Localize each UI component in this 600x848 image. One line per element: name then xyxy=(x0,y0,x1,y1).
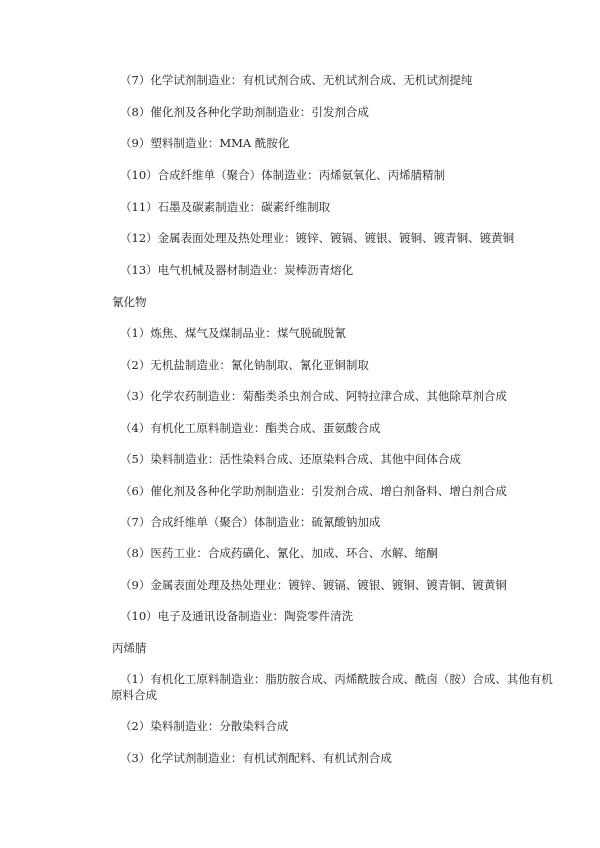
list-item: （11）石墨及碳素制造业：碳素纤维制取 xyxy=(120,200,331,214)
list-item: （3）化学农药制造业：菊酯类杀虫剂合成、阿特拉津合成、其他除草剂合成 xyxy=(120,389,507,403)
list-item: （6）催化剂及各种化学助剂制造业：引发剂合成、增白剂备料、增白剂合成 xyxy=(120,484,507,498)
list-item: （8）催化剂及各种化学助剂制造业：引发剂合成 xyxy=(120,105,369,119)
list-item: （1）炼焦、煤气及煤制品业：煤气脱硫脱氰 xyxy=(120,326,346,340)
list-item: （1）有机化工原料制造业：脂肪胺合成、丙烯酰胺合成、酰卤（胺）合成、其他有机 xyxy=(120,672,553,686)
list-item: （13）电气机械及器材制造业：炭棒沥青熔化 xyxy=(120,263,354,277)
list-item: （8）医药工业：合成药磺化、氰化、加成、环合、水解、缩酮 xyxy=(120,546,438,560)
list-item: （2）染料制造业：分散染料合成 xyxy=(120,719,289,733)
section-heading: 氰化物 xyxy=(112,295,147,309)
section-heading: 丙烯腈 xyxy=(112,641,147,655)
list-item: （7）化学试剂制造业：有机试剂合成、无机试剂合成、无机试剂提纯 xyxy=(120,73,473,87)
list-item: （10）合成纤维单（聚合）体制造业：丙烯氨氧化、丙烯腈精制 xyxy=(120,168,446,182)
list-item: （4）有机化工原料制造业：酯类合成、蛋氨酸合成 xyxy=(120,421,381,435)
list-item: （7）合成纤维单（聚合）体制造业：硫氰酸钠加成 xyxy=(120,515,381,529)
list-item: （2）无机盐制造业：氰化钠制取、氰化亚铜制取 xyxy=(120,358,369,372)
list-item: （9）金属表面处理及热处理业：镀锌、镀镉、镀银、镀铜、镀青铜、镀黄铜 xyxy=(120,578,507,592)
list-item-continuation: 原料合成 xyxy=(111,688,157,702)
list-item: （5）染料制造业：活性染料合成、还原染料合成、其他中间体合成 xyxy=(120,452,461,466)
list-item: （12）金属表面处理及热处理业：镀锌、镀镉、镀银、镀铜、镀青铜、镀黄铜 xyxy=(120,231,515,245)
list-item: （10）电子及通讯设备制造业：陶瓷零件清洗 xyxy=(120,609,354,623)
list-item: （3）化学试剂制造业：有机试剂配料、有机试剂合成 xyxy=(120,751,392,765)
list-item: （9）塑料制造业：MMA 酰胺化 xyxy=(120,136,290,150)
